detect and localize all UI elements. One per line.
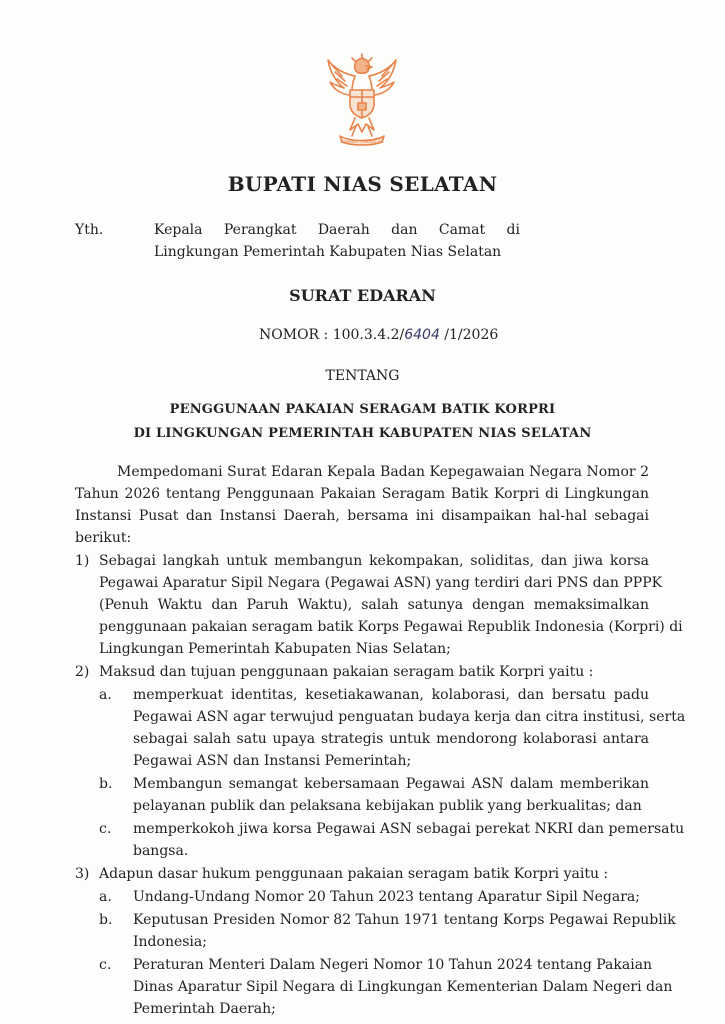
sub-item-line: memperkokoh jiwa korsa Pegawai ASN sebagai perekat NKRI dan pemersatu xyxy=(133,821,685,837)
list-letter: a. xyxy=(99,687,112,703)
list-letter: a. xyxy=(99,889,112,905)
sub-item-line: Peraturan Menteri Dalam Negeri Nomor 10 Tahun 2024 tentang Pakaian xyxy=(133,957,653,973)
document-title: BUPATI NIAS SELATAN xyxy=(227,172,498,196)
document-type: SURAT EDARAN xyxy=(289,286,436,305)
list-item-line: (Penuh Waktu dan Paruh Waktu), salah satunya dengan memaksimalkan xyxy=(99,597,649,613)
list-letter: c. xyxy=(99,821,112,837)
list-number: 3) xyxy=(75,866,90,882)
subject-line: DI LINGKUNGAN PEMERINTAH KABUPATEN NIAS SELATAN xyxy=(133,426,592,441)
sub-item-line: Dinas Aparatur Sipil Negara di Lingkungan Kementerian Dalam Negeri dan xyxy=(133,979,673,995)
list-item-line: Lingkungan Pemerintah Kabupaten Nias Selatan; xyxy=(99,641,451,657)
paragraph-line: Tahun 2026 tentang Penggunaan Pakaian Seragam Batik Korpri di Lingkungan xyxy=(75,486,649,502)
list-item-line: Sebagai langkah untuk membangun kekompakan, soliditas, dan jiwa korsa xyxy=(99,553,649,569)
number-handwritten: 6404 xyxy=(404,327,440,343)
sub-item-line: Pegawai ASN agar terwujud penguatan budaya kerja dan citra institusi, serta xyxy=(133,709,686,725)
sub-item-line: Pegawai ASN dan Instansi Pemerintah; xyxy=(133,753,412,769)
paragraph-line: Mempedomani Surat Edaran Kepala Badan Kepegawaian Negara Nomor 2 xyxy=(117,464,649,480)
recipient-line: Kepala Perangkat Daerah dan Camat di xyxy=(154,222,520,238)
list-item-line: Maksud dan tujuan penggunaan pakaian seragam batik Korpri yaitu : xyxy=(99,664,594,680)
sub-item-line: Keputusan Presiden Nomor 82 Tahun 1971 tentang Korps Pegawai Republik xyxy=(133,912,676,928)
sub-item-line: Membangun semangat kebersamaan Pegawai ASN dalam memberikan xyxy=(133,776,649,792)
sub-item-line: Undang-Undang Nomor 20 Tahun 2023 tentang Aparatur Sipil Negara; xyxy=(133,889,640,905)
recipient-line: Lingkungan Pemerintah Kabupaten Nias Selatan xyxy=(154,244,502,260)
subject-line: PENGGUNAAN PAKAIAN SERAGAM BATIK KORPRI xyxy=(169,402,556,417)
sub-item-line: Pemerintah Daerah; xyxy=(133,1001,276,1017)
list-item-line: penggunaan pakaian seragam batik Korps Pegawai Republik Indonesia (Korpri) di xyxy=(99,619,683,635)
paragraph-line: berikut: xyxy=(75,530,132,546)
number-suffix: /1/2026 xyxy=(439,327,499,343)
paragraph-line: Instansi Pusat dan Instansi Daerah, bersama ini disampaikan hal-hal sebagai xyxy=(75,508,649,524)
list-item-line: Pegawai Aparatur Sipil Negara (Pegawai ASN) yang terdiri dari PNS dan PPPK xyxy=(99,575,663,591)
sub-item-line: pelayanan publik dan pelaksana kebijakan publik yang berkualitas; dan xyxy=(133,798,642,814)
garuda-emblem-icon xyxy=(322,52,402,152)
list-number: 1) xyxy=(75,553,90,569)
sub-item-line: memperkuat identitas, kesetiakawanan, kolaborasi, dan bersatu padu xyxy=(133,687,649,703)
list-letter: c. xyxy=(99,957,112,973)
sub-item-line: Indonesia; xyxy=(133,934,207,950)
sub-item-line: sebagai salah satu upaya strategis untuk mendorong kolaborasi antara xyxy=(133,731,649,747)
list-item-line: Adapun dasar hukum penggunaan pakaian seragam batik Korpri yaitu : xyxy=(99,866,609,882)
list-letter: b. xyxy=(99,912,113,928)
document-number xyxy=(259,327,498,343)
list-number: 2) xyxy=(75,664,90,680)
tentang-label: TENTANG xyxy=(325,368,400,384)
list-letter: b. xyxy=(99,776,113,792)
emblem-motto: BHINNEKA TUNGGAL IKA xyxy=(340,140,384,144)
number-prefix: NOMOR : 100.3.4.2/ xyxy=(259,327,405,343)
sub-item-line: bangsa. xyxy=(133,843,189,859)
recipient-label: Yth. xyxy=(75,222,104,238)
